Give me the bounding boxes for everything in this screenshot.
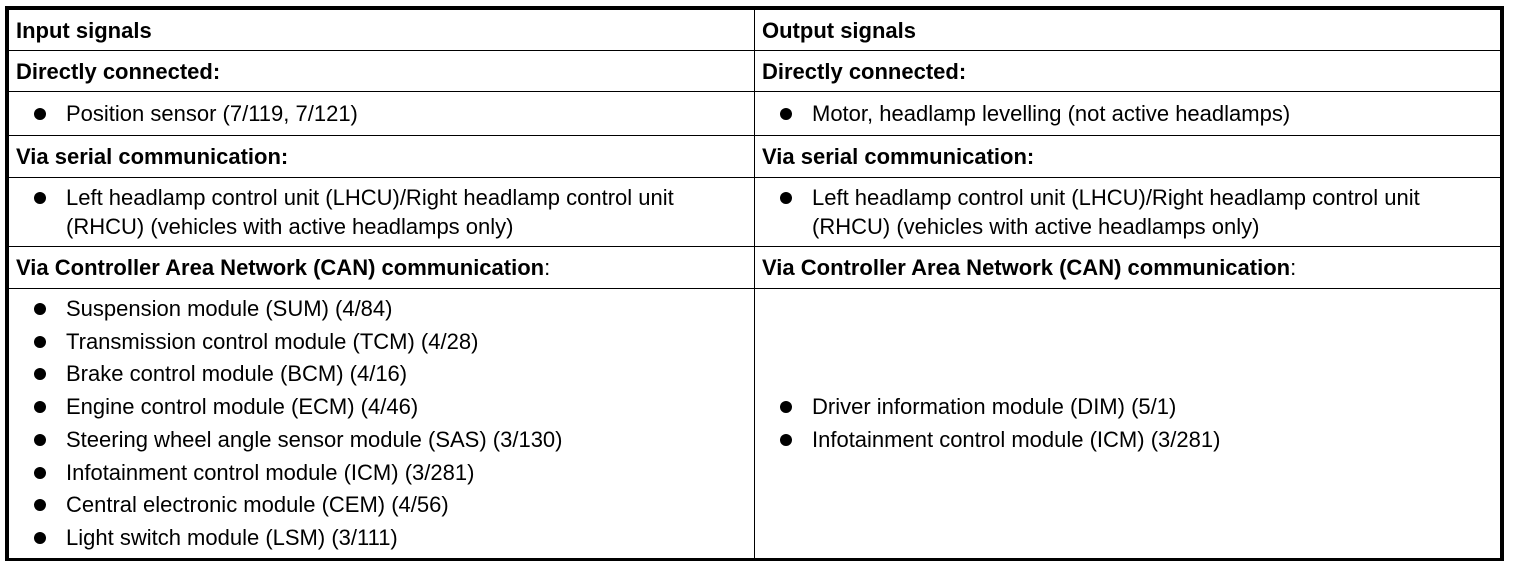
output-serial-heading: Via serial communication:: [755, 136, 1501, 178]
bullet-icon: [34, 434, 46, 446]
list-item-text: Engine control module (ECM) (4/46): [66, 394, 419, 420]
bullet-icon: [34, 532, 46, 544]
list-item: [34, 183, 747, 241]
list-item: [780, 183, 1493, 241]
signals-table: [5, 6, 1504, 561]
list-item: [34, 99, 747, 128]
list-item-text: Left headlamp control unit (LHCU)/Right headlamp control unit (RHCU) (vehicles with active headlamps only): [66, 185, 674, 239]
output-can-heading: Via Controller Area Network (CAN) communication:: [755, 247, 1501, 289]
input-can-list: [16, 293, 747, 555]
output-directly-connected-cell: [755, 92, 1501, 136]
bullet-icon: [34, 303, 46, 315]
list-item: [34, 326, 747, 359]
bullet-icon: [34, 368, 46, 380]
bullet-icon: [34, 467, 46, 479]
list-item-text: Transmission control module (TCM) (4/28): [66, 328, 479, 354]
list-item: [34, 358, 747, 391]
input-direct-list: [16, 99, 747, 128]
list-item-text: Position sensor (7/119, 7/121): [66, 101, 358, 126]
list-item-text: Light switch module (LSM) (3/111): [66, 524, 398, 550]
list-item-text: Driver information module (DIM) (5/1): [812, 394, 1177, 420]
output-serial-list: [762, 183, 1493, 241]
list-item-text: Infotainment control module (ICM) (3/281): [66, 459, 475, 485]
list-item: [780, 99, 1493, 128]
input-serial-list: [16, 183, 747, 241]
input-can-cell: [9, 289, 755, 560]
list-item-text: Brake control module (BCM) (4/16): [66, 361, 408, 387]
list-item: [780, 391, 1493, 424]
bullet-icon: [34, 336, 46, 348]
list-item-text: Steering wheel angle sensor module (SAS) (3/130): [66, 426, 563, 452]
list-item-text: Infotainment control module (ICM) (3/281): [812, 426, 1221, 452]
input-serial-heading: Via serial communication:: [9, 136, 755, 178]
input-can-heading: Via Controller Area Network (CAN) communication:: [9, 247, 755, 289]
list-item: [780, 424, 1493, 457]
list-item-text: Suspension module (SUM) (4/84): [66, 296, 393, 321]
bullet-icon: [780, 401, 792, 413]
list-item-text: Left headlamp control unit (LHCU)/Right headlamp control unit (RHCU) (vehicles with active headlamps only): [812, 185, 1420, 239]
bullet-icon: [780, 434, 792, 446]
bullet-icon: [34, 401, 46, 413]
input-serial-cell: [9, 178, 755, 247]
input-directly-connected-heading: Directly connected:: [9, 51, 755, 92]
bullet-icon: [780, 192, 792, 204]
list-item: [34, 522, 747, 555]
bullet-icon: [780, 108, 792, 120]
output-can-cell: [755, 289, 1501, 560]
list-item: [34, 424, 747, 457]
list-item: [34, 293, 747, 326]
list-item-text: Central electronic module (CEM) (4/56): [66, 492, 449, 518]
input-directly-connected-cell: [9, 92, 755, 136]
input-signals-header: Input signals: [9, 10, 755, 51]
list-item-text: Motor, headlamp levelling (not active headlamps): [812, 101, 1291, 126]
output-direct-list: [762, 99, 1493, 128]
output-directly-connected-heading: Directly connected:: [755, 51, 1501, 92]
list-item: [34, 391, 747, 424]
output-can-list: [762, 391, 1493, 456]
output-serial-cell: [755, 178, 1501, 247]
bullet-icon: [34, 499, 46, 511]
bullet-icon: [34, 192, 46, 204]
bullet-icon: [34, 108, 46, 120]
list-item: [34, 489, 747, 522]
output-signals-header: Output signals: [755, 10, 1501, 51]
list-item: [34, 457, 747, 490]
signals-grid: [8, 9, 1501, 560]
